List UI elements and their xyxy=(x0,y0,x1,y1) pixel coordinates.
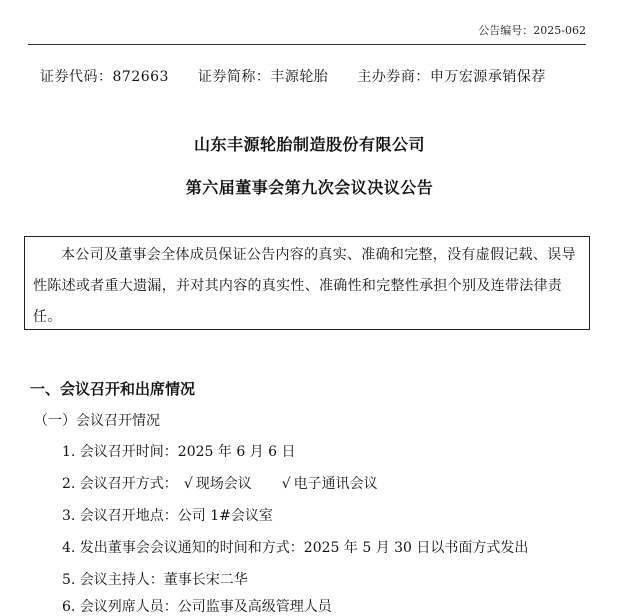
method-option-onsite: 现场会议 xyxy=(195,476,252,492)
security-abbreviation: 证券简称：丰源轮胎 xyxy=(197,69,329,85)
meeting-host-item: 5. 会议主持人：董事长宋二华 xyxy=(62,572,248,588)
section-heading: 一、会议召开和出席情况 xyxy=(30,380,196,398)
meeting-method-label: 2. 会议召开方式： xyxy=(62,476,178,492)
meeting-location-item: 3. 会议召开地点：公司 1#会议室 xyxy=(62,508,273,524)
notice-time-method-item: 4. 发出董事会会议通知的时间和方式：2025 年 5 月 30 日以书面方式发出 xyxy=(62,540,529,556)
method-option-telecom: 电子通讯会议 xyxy=(293,476,378,492)
declaration-text: 本公司及董事会全体成员保证公告内容的真实、准确和完整，没有虚假记载、误导性陈述或者重大遗漏，并对其内容的真实性、准确性和完整性承担个别及连带法律责任。 xyxy=(33,247,576,325)
security-info-line xyxy=(40,66,546,86)
declaration-box xyxy=(24,236,590,330)
announcement-title: 第六届董事会第九次会议决议公告 xyxy=(185,178,434,197)
company-title: 山东丰源轮胎制造股份有限公司 xyxy=(193,135,425,154)
meeting-method-item xyxy=(62,473,528,505)
attendees-item-partial: 6. 会议列席人员：公司监事及高级管理人员 xyxy=(62,599,332,615)
notice-number: 公告编号：2025-062 xyxy=(478,24,586,37)
header-divider xyxy=(28,44,586,45)
checkmark-icon: √ xyxy=(183,476,193,492)
meeting-time-item: 1. 会议召开时间：2025 年 6 月 6 日 xyxy=(62,444,296,460)
sponsor-broker: 主办券商：申万宏源承销保荐 xyxy=(357,69,546,85)
security-code: 证券代码：872663 xyxy=(40,69,169,85)
checkmark-icon: √ xyxy=(281,476,291,492)
sub-heading: （一）会议召开情况 xyxy=(34,413,160,429)
meeting-details-list xyxy=(62,441,528,601)
